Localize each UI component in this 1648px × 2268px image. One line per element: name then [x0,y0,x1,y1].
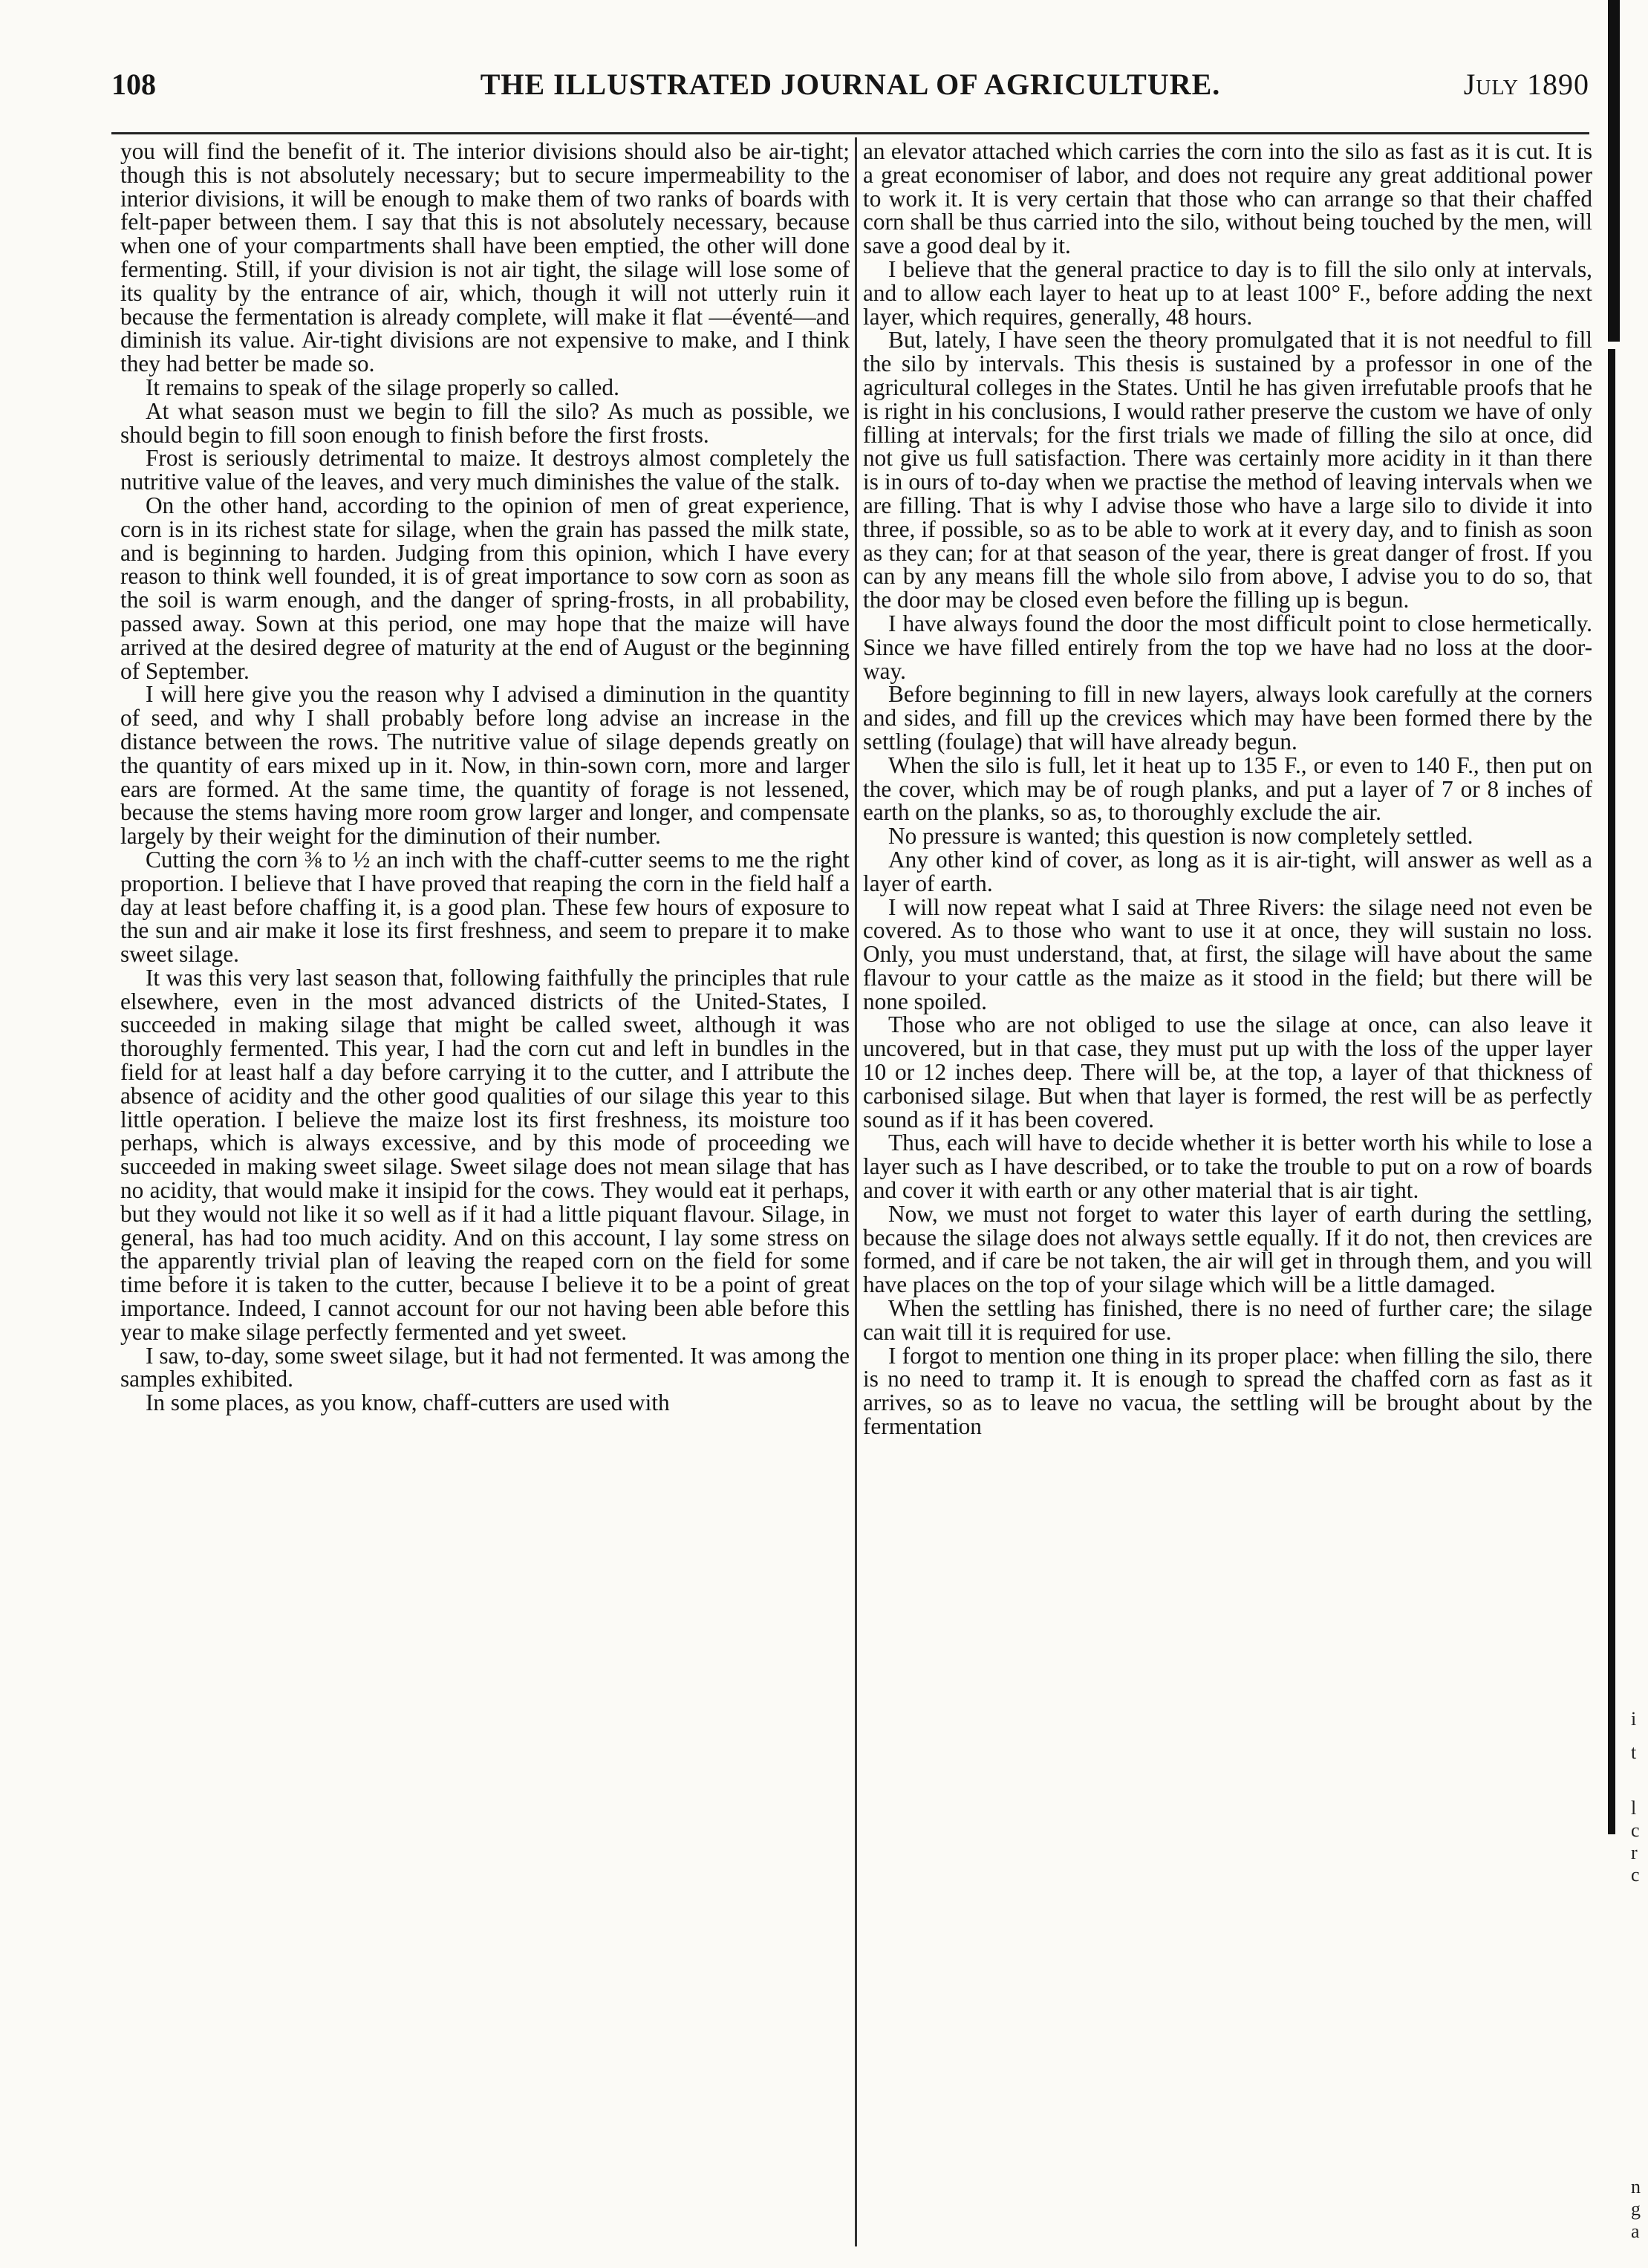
margin-mark: n [1631,2176,1641,2197]
margin-mark: r [1631,1842,1638,1863]
margin-mark: c [1631,1819,1640,1841]
paragraph: I will here give you the reason why I advised a diminution in the quantity of seed, and why I shall probably before long advise an increase in the distance between the rows. The nutritive value of silage depends greatly on the quantity of ears mixed up in it. Now, in thin-sown corn, more and larger ears are formed. At the same time, the quantity of forage is not lessened, because the stems having more room grow larger and longer, and compensate largely by their weight for the diminution of their number. [120,681,850,850]
paragraph: But, lately, I have seen the theory promulgated that it is not needful to fill the silo by intervals. This thesis is sustained by a professor in one of the agricultural colleges in the States. Until he has given irrefutable proofs that he is right in his conclusions, I would rather preserve the custom we have of only filling at intervals; for the first trials we made of filling the silo at once, did not give us full satisfaction. There was certainly more acidity in it than there is in ours of to-day when we practise the method of leaving intervals when we are filling. That is why I advise those who have a large silo to divide it into three, if possible, so as to be able to work at it every day, and to finish as soon as they can; for at that season of the year, there is great danger of frost. If you can by any means fill the whole silo from above, I advise you to do so, that the door may be closed even before the filling up is begun. [863,327,1592,613]
paragraph: I have always found the door the most difficult point to close hermetically. Since we have filled entirely from the top we have had no loss at the door-way. [863,610,1592,684]
paragraph: It remains to speak of the silage properly so called. [146,374,619,400]
issue-date: July 1890 [1463,68,1589,101]
paragraph: Before beginning to fill in new layers, always look carefully at the corners and sides, and fill up the crevices which may have been formed there by the settling (foulage) that will have already begun. [863,681,1592,755]
page-edge-bar [1608,0,1620,342]
paragraph: an elevator attached which carries the corn into the silo as fast as it is cut. It is a great economiser of labor, and does not require any great additional power to work it. It is very certain that those who can arrange so that their chaffed corn shall be thus carried into the silo, without being touched by the men, will save a good deal by it. [863,140,1592,259]
running-header [111,67,1589,111]
paragraph: On the other hand, according to the opinion of men of great experience, corn is in its richest state for silage, when the grain has passed the milk state, and is beginning to harden. Judging from this opinion, which I have every reason to think well founded, it is of great importance to sow corn as soon as the soil is warm enough, and the danger of spring-frosts, in all probability, passed away. Sown at this period, one may hope that the maize will have arrived at the desired degree of maturity at the end of August or the beginning of September. [120,492,850,684]
paragraph: In some places, as you know, chaff-cutters are used with [146,1389,670,1416]
page-edge-bar-lower [1608,349,1615,1834]
margin-mark: a [1631,2220,1640,2242]
paragraph: you will find the benefit of it. The interior divisions should also be air-tight; though this is not absolutely necessary; but to secure impermeability to the interior divisions, it will be enough to make them of two ranks of boards with felt-paper between them. I say that this is not absolutely necessary, because when one of your compartments shall have been emptied, the other will done fermenting. Still, if your division is not air tight, the silage will lose some of its quality by the entrance of air, which, though it will not utterly ruin it because the fermentation is already complete, will make it flat —éventé—and diminish its value. Air-tight divisions are not expensive to make, and I think they had better be made so. [120,140,850,377]
margin-mark: l [1631,1797,1637,1819]
margin-mark: c [1631,1864,1640,1886]
paragraph: Frost is seriously detrimental to maize. It destroys almost completely the nutritive value of the leaves, and very much diminishes the value of the stalk. [120,445,850,495]
paragraph: When the settling has finished, there is no need of further care; the silage can wait till it is required for use. [863,1295,1592,1345]
column-divider [855,137,857,2246]
margin-mark: g [1631,2198,1641,2220]
margin-mark: t [1631,1741,1637,1763]
paragraph: At what season must we begin to fill the silo? As much as possible, we should begin to fill soon enough to finish before the first frosts. [120,397,850,448]
paragraph: I believe that the general practice to day is to fill the silo only at intervals, and to allow each layer to heat up to at least 100° F., before adding the next layer, which requires, generally, 48 hours. [863,255,1592,330]
page-number: 108 [111,68,156,101]
header-rule [111,132,1589,134]
paragraph: Cutting the corn ⅜ to ½ an inch with the chaff-cutter seems to me the right proportion. I believe that I have proved that reaping the corn in the field half a day at least before chaffing it, is a good plan. These few hours of exposure to the sun and air make it lose its first freshness, and seem to prepare it to make sweet silage. [120,846,850,968]
paragraph: I saw, to-day, some sweet silage, but it had not fermented. It was among the samples exhibited. [120,1342,850,1392]
journal-title: THE ILLUSTRATED JOURNAL OF AGRICULTURE. [480,68,1221,101]
left-column [120,140,850,2256]
paragraph: I forgot to mention one thing in its proper place: when filling the silo, there is no need to tramp it. It is enough to spread the chaffed corn as fast as it arrives, so as to leave no vacua, the settling will be brought about by the fermentation [863,1342,1592,1440]
paragraph: Thus, each will have to decide whether it is better worth his while to lose a layer such as I have described, or to take the trouble to put on a row of boards and cover it with earth or any other material that is air tight. [863,1130,1592,1204]
margin-mark: i [1631,1708,1637,1730]
paragraph: Those who are not obliged to use the silage at once, can also leave it uncovered, but in that case, they must put up with the loss of the upper layer 10 or 12 inches deep. There will be, at the top, a layer of that thickness of carbonised silage. But when that layer is formed, the rest will be as perfectly sound as if it has been covered. [863,1011,1592,1133]
paragraph: No pressure is wanted; this question is now completely settled. [888,823,1473,850]
paragraph: Now, we must not forget to water this layer of earth during the settling, because the silage does not always settle equally. If it do not, then crevices are formed, and if care be not taken, the air will get in through them, and you will have places on the top of your silage which will be a little damaged. [863,1200,1592,1298]
paragraph: Any other kind of cover, as long as it is air-tight, will answer as well as a layer of earth. [863,846,1592,896]
paragraph: When the silo is full, let it heat up to 135 F., or even to 140 F., then put on the cover, which may be of rough planks, and put a layer of 7 or 8 inches of earth on the planks, so as, to thoroughly exclude the air. [863,752,1592,826]
paragraph: It was this very last season that, following faithfully the principles that rule elsewhere, even in the most advanced districts of the United-States, I succeeded in making silage that might be called sweet, although it was thoroughly fermented. This year, I had the corn cut and left in bundles in the field for at least half a day before carrying it to the cutter, and I attribute the absence of acidity and the other good qualities of our silage this year to this little operation. I believe the maize lost its first freshness, its moisture too perhaps, which is always excessive, and by this mode of proceeding we succeeded in making sweet silage. Sweet silage does not mean silage that has no acidity, that would make it insipid for the cows. They would eat it perhaps, but they would not like it so well as if it had a little piquant flavour. Silage, in general, has had too much acidity. And on this account, I lay some stress on the apparently trivial plan of leaving the reaped corn on the field for some time before it is taken to the cutter, because I believe it to be a point of great importance. Indeed, I cannot account for our not having been able before this year to make silage perfectly fermented and yet sweet. [120,964,850,1345]
right-column [863,140,1592,2256]
paragraph: I will now repeat what I said at Three Rivers: the silage need not even be covered. As to those who want to use it at once, they will sustain no loss. Only, you must understand, that, at first, the silage will have about the same flavour to your cattle as the maize as it stood in the field; but there will be none spoiled. [863,893,1592,1014]
